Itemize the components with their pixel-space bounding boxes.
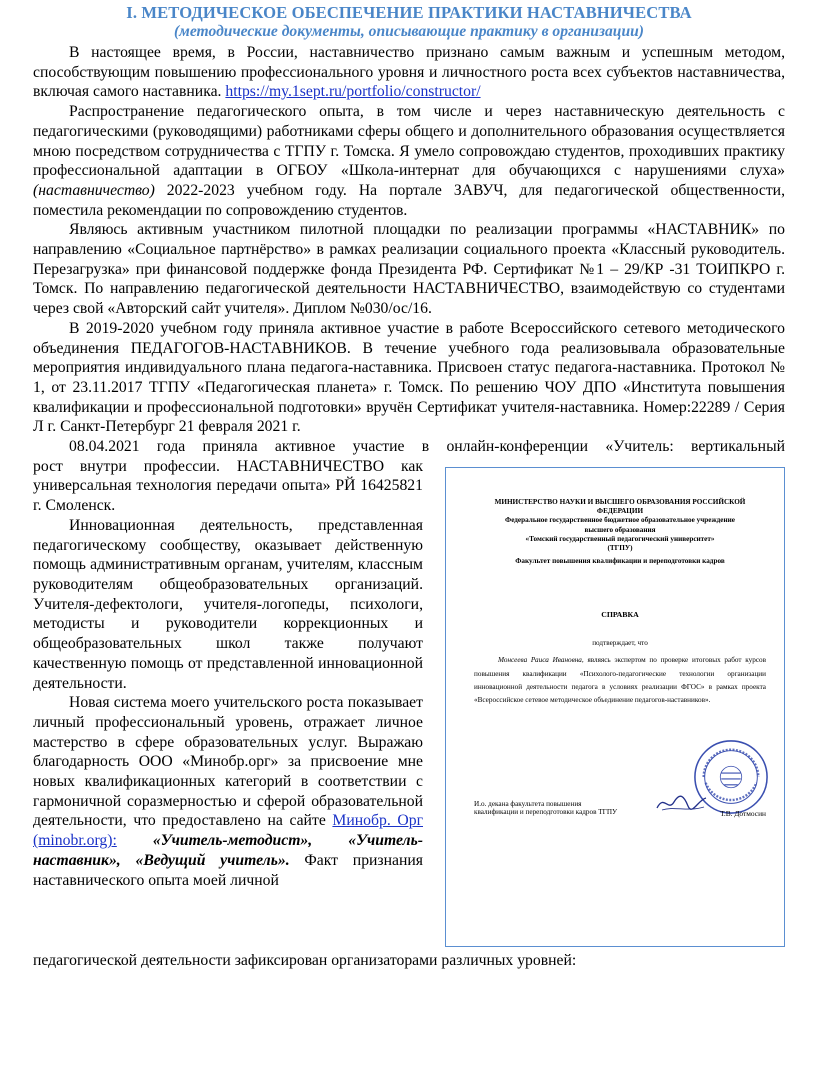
certificate-header-line: Факультет повышения квалификации и переподготовки кадров	[515, 556, 725, 565]
paragraph-7-text-end: Факт признания наставнического опыта моей личной	[33, 851, 423, 889]
paragraph-2-text-end: 2022-2023 учебном году. На портале ЗАВУЧ, для педагогической общественности, поместила рекомендации по сопровождению студентов.	[33, 181, 785, 219]
portfolio-link[interactable]: https://my.1sept.ru/portfolio/constructor/	[225, 83, 481, 101]
paragraph-7-last-line: педагогической деятельности зафиксирован организаторами различных уровней:	[33, 951, 577, 969]
signature-icon	[654, 790, 710, 816]
paragraph-5-first	[33, 437, 785, 457]
certificate-signer: И.о. декана факультета повышения квалификации и переподготовки кадров ТГПУ	[474, 799, 618, 817]
paragraph-4: В 2019-2020 учебном году приняла активное участие в работе Всероссийского сетевого методического объединения ПЕДАГОГОВ-НАСТАВНИКОВ. В течение учебного года реализовывала образовательные мероприятия индивидуального плана педагога-наставника. Присвоен статус педагога-наставника. Протокол № 1, от 23.11.2017 ТГПУ «Педагогическая планета» г. Томск. По решению ЧОУ ДПО «Института повышения квалификации и профессиональной подготовки» вручён Сертификат учителя-наставника. Номер:22289 / Серия Л г. Санкт-Петербург 21 февраля 2021 г.	[33, 319, 785, 436]
certificate-header-line: высшего образования	[584, 525, 656, 534]
paragraph-2-text: Распространение педагогического опыта, в том числе и через наставническую деятельность с педагогическими (руководящими) работниками сферы общего и дополнительного образования осуществляется мною посредством сотрудничества с ТГПУ г. Томска. Я умело сопровождаю студентов, проходивших практику профессиональной адаптации в ОГБОУ «Школа-интернат для обучающихся с нарушениями слуха»	[33, 103, 785, 180]
certificate-content	[474, 497, 766, 818]
certificate-confirms: подтверждает, что	[592, 639, 648, 648]
certificate-header-line: Федеральное государственное бюджетное образовательное учреждение	[505, 516, 735, 525]
certificate-header-line: «Томский государственный педагогический университет»	[525, 534, 715, 543]
section-heading: I. МЕТОДИЧЕСКОЕ ОБЕСПЕЧЕНИЕ ПРАКТИКИ НАСТАВНИЧЕСТВА	[126, 3, 692, 22]
certificate-image	[445, 467, 785, 947]
certificate-body	[474, 654, 766, 707]
minobr-org-link[interactable]: (minobr.org):	[33, 832, 117, 850]
float-section	[33, 437, 785, 951]
certificate-header-line: МИНИСТЕРСТВО НАУКИ И ВЫСШЕГО ОБРАЗОВАНИЯ РОССИЙСКОЙ ФЕДЕРАЦИИ	[494, 497, 746, 516]
paragraph-3: Являюсь активным участником пилотной площадки по реализации программы «НАСТАВНИК» по направлению «Социальное партнёрство» в рамках реализации социального проекта «Классный руководитель. Перезагрузка» при финансовой поддержке фонда Президента РФ. Сертификат №1 – 29/КР -31 ТОИПКРО г. Томск. По направлению педагогической деятельности НАСТАВНИЧЕСТВО, взаимодействую со студентами через свой «Авторский сайт учителя». Диплом №030/ос/16.	[33, 221, 785, 318]
paragraph-7-categories: «Учитель-методист», «Учитель- наставник», «Ведущий учитель».	[33, 832, 423, 869]
certificate-body-text: являясь экспертом по проверке итоговых работ курсов повышения квалификации «Психолого-педагогические технологии организации инновационной деятельности педагога в условиях реализации ФГОС» в рамках проекта «Всероссийское сетевое методическое объединение педагогов-наставников».	[474, 656, 766, 705]
paragraph-5-start: 08.04.2021 года приняла активное участие в онлайн-конференции «Учитель: вертикальный	[69, 438, 785, 456]
certificate-title: СПРАВКА	[601, 609, 639, 619]
paragraph-5-rest: рост внутри профессии. НАСТАВНИЧЕСТВО как универсальная технология передачи опыта» РЙ 16425821 г. Смоленск.	[33, 457, 423, 515]
paragraph-7-text: Новая система моего учительского роста показывает личный профессиональный уровень, отражает личное мастерство в сфере образовательных услуг. Выражаю благодарность ООО «Минобр.орг» за присвоение мне новых квалификационных категорий в соответствии с гармоничной соразмерностью и сферой образовательной деятельности, что предоставлено на сайте	[33, 694, 423, 830]
paragraph-2-italic: (наставничество)	[33, 181, 155, 199]
minobr-link[interactable]: Минобр. Орг	[332, 812, 423, 830]
paragraph-1-text: В настоящее время, в России, наставничество признано самым важным и успешным методом, способствующим повышению профессионального уровня и личностного роста всех субъектов наставничества, включая самого наставника.	[33, 44, 785, 101]
paragraph-6: Инновационная деятельность, представленная педагогическому сообществу, оказывает действенную помощь административным органам, учителям, классным руководителям общеобразовательных организаций. Учителя-дефектологи, учителя-логопеды, психологи, методисты и руководители коррекционных и общеобразовательных школ также получают качественную помощь от представленной инновационной деятельности.	[33, 516, 423, 692]
section-subheading: (методические документы, описывающие практику в организации)	[173, 23, 645, 40]
certificate-header-line: (ТГПУ)	[607, 544, 633, 553]
paragraph-1	[33, 43, 785, 102]
paragraph-2	[33, 102, 785, 220]
certificate-signer-name: Т.В. Дотмосин	[720, 808, 766, 818]
certificate-header	[474, 498, 766, 566]
certificate-person-name: Монсеева Раиса Ивановна,	[498, 656, 584, 665]
document-page	[33, 0, 785, 970]
